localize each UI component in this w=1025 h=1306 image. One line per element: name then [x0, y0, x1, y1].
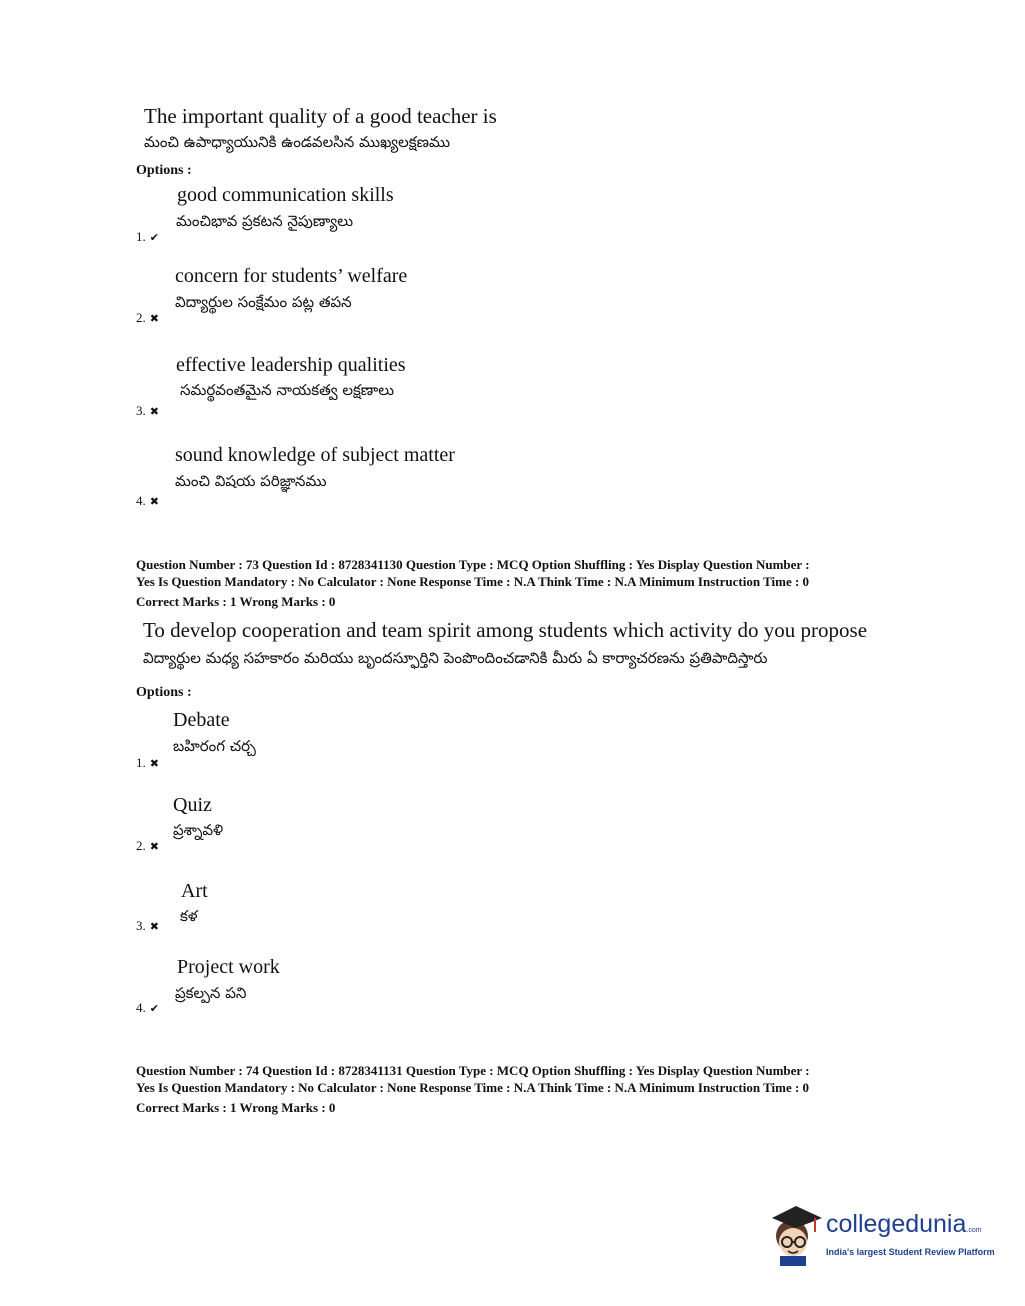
question-73-text-en: To develop cooperation and team spirit among students which activity do you propose [143, 618, 868, 642]
q72-option-3-en: effective leadership qualities [176, 354, 406, 376]
question-72-text-te: మంచి ఉపాధ్యాయునికి ఉండవలసిన ముఖ్యలక్షణము [144, 133, 451, 151]
q72-option-2-en: concern for students’ welfare [175, 265, 408, 287]
meta-line: Question Number : 73 Question Id : 8728341130 Question Type : MCQ Option Shuffling : Yes Display Question Number : [136, 557, 810, 572]
collegedunia-logo [766, 1200, 996, 1270]
q73-option-2-number: 2. ✖ [136, 838, 159, 853]
meta-line: Correct Marks : 1 Wrong Marks : 0 [136, 1100, 336, 1115]
q73-option-4-te: ప్రకల్పన పని [175, 984, 247, 1002]
q73-option-3-te: కళ [180, 907, 198, 925]
check-icon: ✔ [149, 1002, 159, 1015]
cross-icon: ✖ [149, 312, 159, 325]
question-72-text-en: The important quality of a good teacher is [144, 104, 497, 128]
cross-icon: ✖ [149, 405, 159, 418]
check-icon: ✔ [149, 231, 159, 244]
q72-option-1-en: good communication skills [177, 184, 394, 206]
q72-option-3-number: 3. ✖ [136, 403, 159, 418]
q73-option-1-te: బహిరంగ చర్చ [173, 737, 256, 755]
options-label: Options : [136, 685, 192, 700]
cross-icon: ✖ [149, 840, 159, 853]
question-74-meta [136, 1062, 916, 1116]
q72-option-2-number: 2. ✖ [136, 310, 159, 325]
cross-icon: ✖ [149, 920, 159, 933]
question-73-text-te: విద్యార్థుల మధ్య సహకారం మరియు బృందస్ఫూర్తిని పెంపొందించడానికి మీరు ఏ కార్యాచరణను ప్రతిపాదిస్తారు [143, 649, 768, 667]
student-mascot-icon [766, 1200, 826, 1270]
question-73-meta [136, 556, 916, 610]
q73-option-1-number: 1. ✖ [136, 755, 159, 770]
meta-line: Correct Marks : 1 Wrong Marks : 0 [136, 594, 336, 609]
q72-option-2-te: విద్యార్థుల సంక్షేమం పట్ల తపన [175, 293, 352, 311]
q73-option-1-en: Debate [173, 709, 230, 731]
meta-line: Yes Is Question Mandatory : No Calculator : None Response Time : N.A Think Time : N.A Minimum Instruction Time : 0 [136, 574, 810, 589]
q73-option-2-te: ప్రశ్నావళి [173, 821, 224, 839]
cross-icon: ✖ [149, 757, 159, 770]
q72-option-4-en: sound knowledge of subject matter [175, 444, 455, 466]
q72-option-1-number: 1. ✔ [136, 229, 159, 244]
cross-icon: ✖ [149, 495, 159, 508]
q72-option-3-te: సమర్థవంతమైన నాయకత్వ లక్షణాలు [180, 381, 395, 399]
meta-line: Yes Is Question Mandatory : No Calculator : None Response Time : N.A Think Time : N.A Minimum Instruction Time : 0 [136, 1080, 810, 1095]
meta-line: Question Number : 74 Question Id : 8728341131 Question Type : MCQ Option Shuffling : Yes Display Question Number : [136, 1063, 810, 1078]
q73-option-2-en: Quiz [173, 794, 212, 816]
q72-option-1-te: మంచిభావ ప్రకటన నైపుణ్యాలు [176, 212, 354, 230]
options-label: Options : [136, 163, 192, 178]
logo-tagline: India's largest Student Review Platform [826, 1247, 995, 1257]
q73-option-3-number: 3. ✖ [136, 918, 159, 933]
q73-option-4-number: 4. ✔ [136, 1000, 159, 1015]
logo-wordmark: collegedunia.com [826, 1210, 982, 1238]
q73-option-4-en: Project work [177, 956, 280, 978]
q73-option-3-en: Art [181, 880, 208, 902]
q72-option-4-number: 4. ✖ [136, 493, 159, 508]
q72-option-4-te: మంచి విషయ పరిజ్ఞానము [175, 472, 327, 490]
